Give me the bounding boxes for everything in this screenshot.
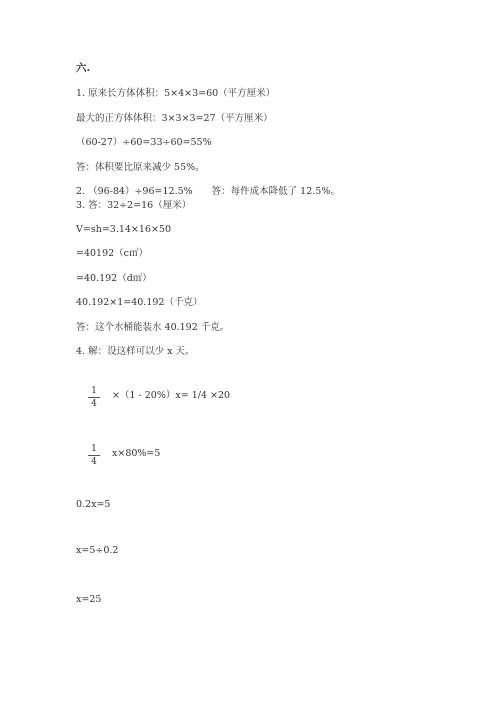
fraction-2-numerator: 1: [91, 444, 97, 454]
answer-line-14: x=5÷0.2: [76, 545, 119, 556]
answer-line-9: =40.192（d㎡）: [76, 273, 152, 284]
equation-1-rest: ×（1 - 20%）x= 1/4 ×20: [112, 390, 231, 401]
answer-line-6: 3. 答：32÷2=16（厘米）: [76, 200, 192, 211]
fraction-1-numerator: 1: [91, 386, 97, 396]
answer-line-10: 40.192×1=40.192（千克）: [76, 297, 203, 308]
answer-line-7: V=sh=3.14×16×50: [76, 224, 172, 235]
answer-line-4: 答：体积要比原来减少 55%。: [76, 162, 205, 173]
answer-line-1: 1. 原来长方体体积：5×4×3=60（平方厘米）: [76, 88, 276, 99]
answer-line-8: =40192（c㎡）: [76, 248, 149, 259]
answer-line-2: 最大的正方体体积：3×3×3=27（平方厘米）: [76, 113, 273, 124]
equation-2-rest: x×80%=5: [112, 448, 161, 459]
section-heading: 六.: [76, 62, 91, 74]
fraction-1-denominator: 4: [91, 399, 97, 409]
answer-line-3: （60-27）÷60=33÷60=55%: [76, 137, 212, 148]
fraction-2-bar: [88, 455, 100, 456]
fraction-1: [88, 386, 100, 409]
answer-line-11: 答：这个水桶能装水 40.192 千克。: [76, 322, 230, 333]
answer-line-13: 0.2x=5: [76, 499, 111, 510]
fraction-2: [88, 444, 100, 467]
answer-line-15: x=25: [76, 594, 102, 605]
answer-line-12: 4. 解：设这样可以少 x 天。: [76, 346, 195, 357]
fraction-2-denominator: 4: [91, 457, 97, 467]
answer-line-5: 2. （96-84）÷96=12.5% 答：每件成本降低了 12.5%。: [76, 186, 340, 197]
fraction-1-bar: [88, 397, 100, 398]
